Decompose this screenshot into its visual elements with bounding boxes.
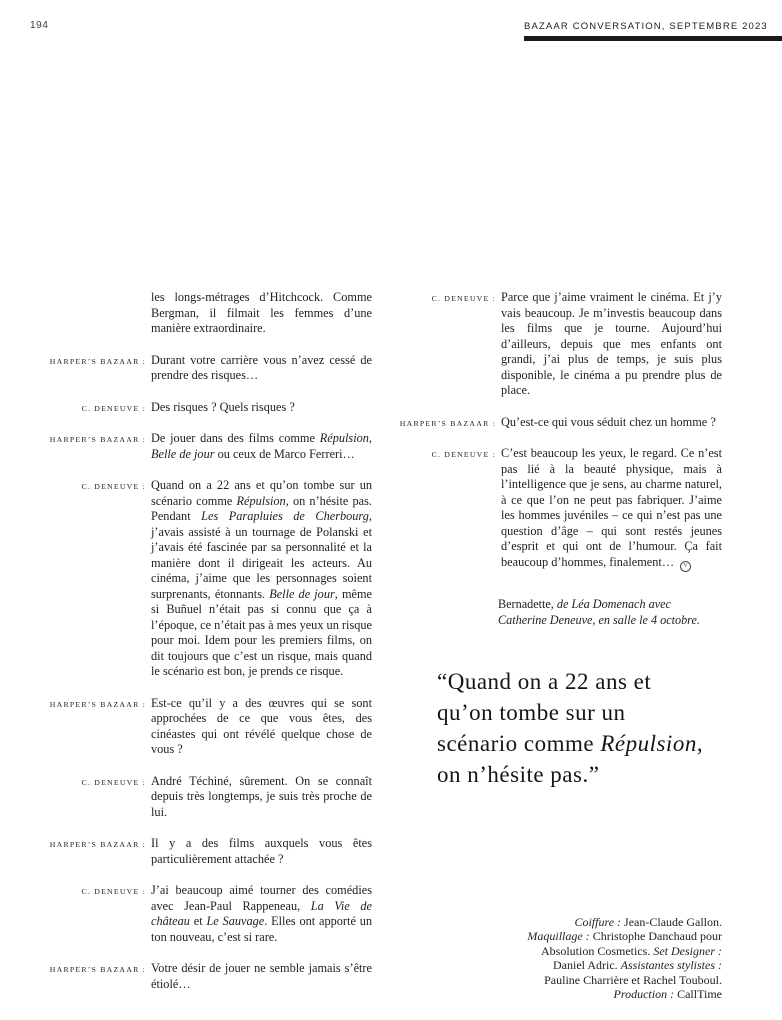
credits-line — [527, 944, 722, 958]
speaker-label: HARPER’S BAZAAR : — [49, 965, 146, 974]
utterance-text — [151, 961, 372, 992]
text-run: Daniel Adric. — [553, 958, 621, 973]
italic-text: Set Designer : — [653, 943, 722, 958]
text-run: Est-ce qu’il y a des œuvres qui se sont approchées de ce que vous êtes, des cinéastes qui ont révélé quelque chose de vous ? — [151, 695, 372, 756]
speaker-label: HARPER’S BAZAAR : — [49, 840, 146, 849]
text-run: Votre désir de jouer ne semble jamais s’être étiolé… — [151, 961, 372, 991]
text-run: Parce que j’aime vraiment le cinéma. Et j’y vais beaucoup. Je m’investis beaucoup dans les films que je tourne. Aujourd’hui d’ailleurs, depuis que mes enfants ont grandi, j’ai plus de temps, je suis plus disponible, le cinéma a pu prendre plus de place. — [501, 290, 722, 397]
speaker-label: C. DENEUVE : — [431, 450, 496, 459]
text-run: “Quand on a 22 ans et — [437, 669, 652, 694]
interview-entry — [390, 415, 722, 431]
speaker-label: C. DENEUVE : — [81, 777, 146, 787]
end-mark-icon: V — [680, 561, 691, 572]
italic-text: Belle de jour — [269, 586, 335, 601]
italic-text: Répulsion — [600, 731, 697, 756]
speaker-label: C. DENEUVE : — [431, 294, 496, 303]
utterance-text — [501, 290, 722, 399]
credits-line — [527, 958, 722, 972]
text-run: . Elles ont apporté un ton nouveau, c’est si rare. — [151, 914, 373, 944]
utterance-text — [151, 478, 372, 680]
credits-block — [527, 915, 722, 1001]
text-run: J’ai beaucoup aimé tourner des comédies avec Jean-Paul Rappeneau, — [151, 883, 372, 913]
text-run: Absolution Cosmetics. — [541, 943, 654, 958]
italic-text: Assistantes stylistes : — [620, 958, 722, 973]
interview-entry — [40, 353, 372, 384]
header-rule — [524, 36, 782, 41]
interview-entry — [40, 696, 372, 758]
interview-entry — [390, 446, 722, 572]
film-note-line — [498, 612, 700, 628]
text-run: Pauline Charrière et Rachel Touboul. — [544, 972, 722, 987]
text-run: Christophe Danchaud pour — [589, 929, 722, 944]
italic-text: Répulsion — [319, 431, 369, 445]
text-run: André Téchiné, sûrement. On se connaît depuis très longtemps, je suis très proche de lui. — [151, 773, 372, 819]
speaker-label: HARPER’S BAZAAR : — [49, 435, 146, 444]
credits-line — [527, 929, 722, 943]
utterance-text — [151, 774, 372, 821]
text-run: , même si Buñuel n’était pas si connu que ça à l’époque, ce n’était pas à mes yeux un risque pour moi. Idem pour les premiers films, on dit toujours que c’est un risque, mais quand le scénario est bon, je prends ce risque. — [151, 586, 372, 678]
italic-text: Belle de jour — [151, 446, 215, 461]
text-run: Quand on a 22 ans et qu’on tombe sur un scénario comme — [151, 478, 372, 508]
interview-entry — [40, 290, 372, 337]
pull-quote — [437, 666, 742, 790]
text-run: CallTime — [674, 987, 722, 1002]
text-run: , — [368, 431, 372, 445]
text-run: Qu’est-ce qui vous séduit chez un homme ? — [501, 414, 716, 429]
text-run: Il y a des films auxquels vous êtes particulièrement attachée ? — [151, 836, 372, 866]
film-note-line — [498, 596, 700, 612]
text-run: les longs-métrages d’Hitchcock. Comme Bergman, il filmait les femmes d’une manière extraordinaire. — [151, 290, 372, 335]
interview-entry — [40, 774, 372, 821]
text-run: , on n’hésite pas. Pendant — [151, 493, 372, 523]
utterance-text — [151, 883, 372, 945]
speaker-label: C. DENEUVE : — [81, 403, 146, 413]
italic-text: Maquillage : — [527, 929, 590, 944]
pull-quote-line — [437, 666, 742, 697]
text-run: , j’avais assisté à un tournage de Polanski et j’avais été fascinée par sa personnalité et la manière dont il dirigeait les acteurs. Au cinéma, j’aime que les personnages soient surprenants, étonnants. — [151, 509, 372, 601]
italic-text: Production : — [613, 987, 675, 1002]
italic-text: La Vie de château — [151, 898, 372, 928]
utterance-text — [151, 696, 372, 758]
credits-line — [527, 973, 722, 987]
interview-entry — [40, 478, 372, 680]
utterance-text — [151, 431, 372, 462]
speaker-label: C. DENEUVE : — [81, 887, 146, 896]
interview-column-left — [40, 290, 372, 1008]
text-run: , — [696, 731, 704, 756]
italic-text: Le Sauvage — [206, 914, 265, 928]
utterance-text — [151, 400, 372, 416]
interview-entry — [40, 961, 372, 992]
credits-line — [527, 915, 722, 929]
pull-quote-line — [437, 728, 742, 759]
speaker-label: HARPER’S BAZAAR : — [49, 699, 146, 709]
interview-entry — [40, 431, 372, 462]
speaker-label: C. DENEUVE : — [81, 482, 146, 491]
italic-text: Coiffure : — [574, 915, 622, 929]
text-run: De jouer dans des films comme — [151, 431, 320, 445]
film-release-note — [498, 596, 700, 628]
text-run: qu’on tombe sur un — [437, 700, 626, 725]
text-run: scénario comme — [437, 731, 601, 756]
italic-text: Catherine Deneuve, en salle le 4 octobre. — [498, 613, 700, 627]
text-run: Jean-Claude Gallon. — [621, 915, 722, 929]
utterance-text — [151, 836, 372, 867]
page-number: 194 — [30, 20, 49, 31]
interview-entry — [40, 836, 372, 867]
text-run: Durant votre carrière vous n’avez cessé de prendre des risques… — [151, 352, 372, 382]
utterance-text — [151, 290, 372, 337]
utterance-text — [151, 353, 372, 384]
pull-quote-line — [437, 697, 742, 728]
italic-text: Répulsion — [236, 493, 286, 508]
speaker-label: HARPER’S BAZAAR : — [399, 418, 496, 428]
interview-entry — [40, 883, 372, 945]
running-head: BAZAAR CONVERSATION, SEPTEMBRE 2023 — [524, 21, 768, 32]
italic-text: Les Parapluies de Cherbourg — [201, 509, 369, 523]
utterance-text — [501, 415, 722, 431]
text-run: ou ceux de Marco Ferreri… — [214, 446, 355, 461]
interview-column-right — [390, 290, 722, 588]
text-run: C’est beaucoup les yeux, le regard. Ce n’est pas lié à la beauté physique, mais à l’intelligence que je sens, au charme naturel, à ce que l’on ne peut pas fabriquer. J’aime les hommes juvéniles – ce qui n’est pas une question d’âge – qui sont restés jeunes d’esprit et qui ont de l’humour. Ça fait beaucoup d’hommes, finalement… — [501, 446, 722, 569]
interview-entry — [40, 400, 372, 416]
credits-line — [527, 987, 722, 1001]
text-run: on n’hésite pas.” — [437, 762, 600, 787]
text-run: Des risques ? Quels risques ? — [151, 399, 295, 414]
utterance-text — [501, 446, 722, 572]
speaker-label: HARPER’S BAZAAR : — [49, 356, 146, 366]
text-run: Bernadette, — [498, 597, 554, 611]
text-run: et — [189, 914, 207, 928]
interview-entry — [390, 290, 722, 399]
pull-quote-line — [437, 759, 742, 790]
italic-text: de Léa Domenach avec — [553, 597, 671, 611]
